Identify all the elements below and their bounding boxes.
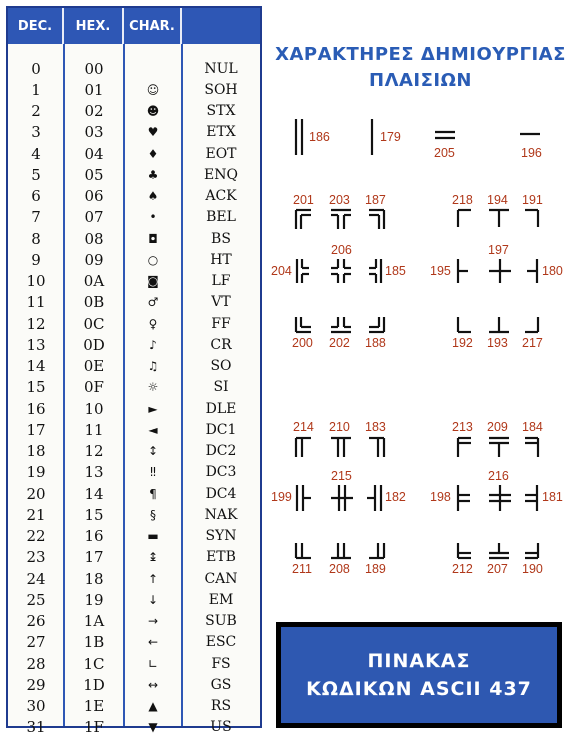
- code-190: 190: [522, 562, 543, 576]
- table-row: [8, 526, 260, 547]
- row-name: DLE: [205, 400, 237, 417]
- code-208: 208: [329, 562, 350, 576]
- row-name: CR: [210, 336, 232, 353]
- badge-panel: [281, 627, 557, 723]
- ascii-table: [6, 6, 262, 737]
- table-row: [8, 441, 260, 462]
- code-215: 215: [331, 469, 352, 483]
- row-hex: 1A: [83, 612, 105, 631]
- row-char: [124, 58, 182, 79]
- glyph-203: [330, 208, 352, 230]
- table-row: [8, 249, 260, 270]
- row-dec: 31: [26, 718, 46, 737]
- title-line-1: ΧΑΡΑΚΤΗΡΕΣ ΔΗΜΙΟΥΡΓΙΑΣ: [275, 44, 566, 65]
- row-dec: 11: [26, 293, 46, 312]
- badge-line-1: ΠΙΝΑΚΑΣ: [367, 650, 471, 672]
- row-hex: 0E: [83, 357, 105, 376]
- table-row: [8, 632, 260, 653]
- row-char: ∟: [147, 656, 159, 671]
- row-name: NAK: [204, 506, 238, 523]
- header-char: CHAR.: [124, 8, 182, 44]
- row-char: →: [147, 614, 159, 629]
- row-hex: 12: [84, 442, 104, 461]
- title-line-2: ΠΛΑΙΣΙΩΝ: [369, 70, 472, 91]
- table-row: [8, 143, 260, 164]
- row-name: ENQ: [204, 166, 238, 183]
- row-char: ☻: [146, 104, 160, 119]
- code-202: 202: [329, 336, 350, 350]
- glyph-191: [524, 208, 540, 228]
- row-hex: 0D: [83, 335, 105, 354]
- row-dec: 25: [26, 590, 46, 609]
- table-row: [8, 58, 260, 79]
- row-dec: 18: [26, 442, 46, 461]
- row-char: ‼: [150, 465, 156, 480]
- row-dec: 6: [31, 187, 41, 206]
- row-hex: 18: [84, 569, 104, 588]
- row-char: ◘: [148, 231, 158, 246]
- table-row: [8, 653, 260, 674]
- glyph-199: [294, 484, 312, 512]
- row-name: FS: [211, 655, 231, 672]
- code-209: 209: [487, 420, 508, 434]
- glyph-201: [294, 208, 312, 230]
- row-hex: 06: [84, 187, 104, 206]
- row-dec: 2: [31, 102, 41, 121]
- row-hex: 07: [84, 208, 104, 227]
- row-char: ♦: [147, 146, 159, 161]
- code-211: 211: [292, 562, 312, 576]
- code-182: 182: [385, 490, 406, 504]
- table-body: [8, 58, 260, 738]
- row-dec: 21: [26, 505, 46, 524]
- code-185: 185: [385, 264, 406, 278]
- row-char: ↕: [147, 444, 159, 459]
- row-hex: 08: [84, 229, 104, 248]
- row-hex: 1F: [84, 718, 104, 737]
- code-186: 186: [309, 130, 330, 144]
- glyph-218: [456, 208, 472, 228]
- row-hex: 13: [84, 463, 104, 482]
- glyph-202: [330, 316, 352, 334]
- row-char: ♪: [149, 337, 157, 352]
- table-row: [8, 228, 260, 249]
- code-200: 200: [292, 336, 313, 350]
- row-dec: 29: [26, 675, 46, 694]
- row-hex: 0A: [83, 272, 105, 291]
- double-vertical-glyph: [292, 118, 306, 156]
- row-dec: 19: [26, 463, 46, 482]
- row-name: BS: [211, 230, 231, 247]
- glyph-190: [524, 542, 540, 560]
- row-dec: 30: [26, 697, 46, 716]
- code-213: 213: [452, 420, 473, 434]
- row-hex: 11: [84, 420, 104, 439]
- row-hex: 01: [84, 80, 104, 99]
- row-dec: 17: [26, 420, 46, 439]
- table-row: [8, 79, 260, 100]
- row-name: ESC: [205, 634, 237, 651]
- row-hex: 15: [84, 505, 104, 524]
- code-198: 198: [430, 490, 451, 504]
- row-hex: 1E: [83, 697, 105, 716]
- row-name: CAN: [204, 570, 238, 587]
- code-194: 194: [487, 193, 508, 207]
- row-char: ▬: [147, 529, 159, 544]
- row-char: ↨: [147, 550, 159, 565]
- row-char: ♀: [148, 316, 158, 331]
- row-hex: 19: [84, 590, 104, 609]
- code-188: 188: [365, 336, 386, 350]
- row-name: GS: [210, 676, 232, 693]
- table-row: [8, 547, 260, 568]
- table-row: [8, 164, 260, 185]
- row-hex: 05: [84, 165, 104, 184]
- row-dec: 1: [31, 80, 41, 99]
- row-char: ☺: [146, 82, 160, 97]
- double-horizontal-glyph: [434, 128, 456, 142]
- table-row: [8, 101, 260, 122]
- table-row: [8, 568, 260, 589]
- table-row: [8, 674, 260, 695]
- table-row: [8, 186, 260, 207]
- glyph-200: [294, 316, 312, 334]
- row-dec: 24: [26, 569, 46, 588]
- table-header: [8, 8, 260, 44]
- row-name: ETX: [206, 124, 236, 141]
- row-hex: 1C: [83, 654, 105, 673]
- code-212: 212: [452, 562, 473, 576]
- glyph-185: [368, 258, 384, 284]
- code-180: 180: [542, 264, 563, 278]
- row-char: ☼: [147, 380, 159, 395]
- table-row: [8, 292, 260, 313]
- row-dec: 9: [31, 250, 41, 269]
- row-name: DC1: [205, 421, 237, 438]
- code-192: 192: [452, 336, 473, 350]
- table-row: [8, 334, 260, 355]
- glyph-183: [368, 436, 386, 458]
- row-char: ♫: [147, 359, 159, 374]
- row-name: RS: [210, 698, 232, 715]
- code-210: 210: [329, 420, 350, 434]
- row-char: •: [149, 210, 157, 225]
- glyph-181: [524, 484, 540, 512]
- code-204: 204: [271, 264, 292, 278]
- table-row: [8, 483, 260, 504]
- row-dec: 27: [26, 633, 46, 652]
- row-char: ↓: [147, 592, 159, 607]
- glyph-180: [526, 258, 540, 284]
- glyph-184: [524, 436, 540, 458]
- row-dec: 26: [26, 612, 46, 631]
- row-char: ←: [147, 635, 159, 650]
- row-hex: 00: [84, 59, 104, 78]
- row-name: STX: [206, 103, 236, 120]
- glyph-206: [330, 258, 352, 284]
- row-hex: 1B: [83, 633, 105, 652]
- row-name: EOT: [205, 145, 237, 162]
- table-row: [8, 589, 260, 610]
- row-dec: 12: [26, 314, 46, 333]
- row-dec: 20: [26, 484, 46, 503]
- table-row: [8, 611, 260, 632]
- table-row: [8, 419, 260, 440]
- glyph-182: [366, 484, 384, 512]
- row-char: ♂: [147, 295, 159, 310]
- row-char: ♠: [147, 189, 159, 204]
- glyph-192: [456, 316, 472, 334]
- header-name: [182, 8, 260, 44]
- row-char: ▲: [148, 699, 158, 714]
- ascii-title-badge: [276, 622, 562, 728]
- code-196: 196: [521, 146, 542, 160]
- code-214: 214: [293, 420, 314, 434]
- row-hex: 09: [84, 250, 104, 269]
- row-char: ◙: [147, 274, 159, 289]
- glyph-214: [294, 436, 312, 458]
- row-hex: 02: [84, 102, 104, 121]
- row-char: ♥: [147, 125, 159, 140]
- box-chars-title: [268, 42, 573, 94]
- row-char: ▼: [148, 720, 158, 735]
- row-char: ¶: [149, 486, 157, 501]
- code-216: 216: [488, 469, 509, 483]
- code-189: 189: [365, 562, 386, 576]
- table-row: [8, 122, 260, 143]
- row-name: DC3: [205, 464, 237, 481]
- row-char: §: [150, 507, 156, 522]
- row-dec: 22: [26, 527, 46, 546]
- table-row: [8, 356, 260, 377]
- row-dec: 3: [31, 123, 41, 142]
- code-183: 183: [365, 420, 386, 434]
- row-name: SI: [213, 379, 229, 396]
- badge-line-2: ΚΩΔΙΚΩΝ ASCII 437: [306, 678, 532, 700]
- glyph-208: [330, 542, 352, 560]
- code-206: 206: [331, 243, 352, 257]
- glyph-204: [294, 258, 310, 284]
- glyph-189: [368, 542, 386, 560]
- row-hex: 0C: [83, 314, 105, 333]
- glyph-212: [456, 542, 472, 560]
- code-217: 217: [522, 336, 543, 350]
- code-218: 218: [452, 193, 473, 207]
- code-181: 181: [542, 490, 563, 504]
- row-dec: 28: [26, 654, 46, 673]
- glyph-193: [488, 316, 510, 334]
- row-name: BEL: [206, 209, 236, 226]
- glyph-188: [368, 316, 386, 334]
- row-char: ►: [148, 401, 158, 416]
- row-name: LF: [211, 273, 231, 290]
- glyph-194: [488, 208, 510, 228]
- row-dec: 8: [31, 229, 41, 248]
- row-hex: 0B: [83, 293, 105, 312]
- row-dec: 5: [31, 165, 41, 184]
- glyph-213: [456, 436, 472, 458]
- code-207: 207: [487, 562, 508, 576]
- code-195: 195: [430, 264, 451, 278]
- code-197: 197: [488, 243, 509, 257]
- table-row: [8, 271, 260, 292]
- row-hex: 17: [84, 548, 104, 567]
- row-dec: 15: [26, 378, 46, 397]
- row-char: ◄: [148, 422, 158, 437]
- row-name: SO: [210, 358, 232, 375]
- code-193: 193: [487, 336, 508, 350]
- row-dec: 14: [26, 357, 46, 376]
- row-char: ↑: [147, 571, 159, 586]
- glyph-210: [330, 436, 352, 458]
- row-dec: 10: [26, 272, 46, 291]
- row-name: ACK: [205, 188, 237, 205]
- glyph-211: [294, 542, 312, 560]
- row-dec: 13: [26, 335, 46, 354]
- header-dec: DEC.: [8, 8, 64, 44]
- row-name: SUB: [205, 613, 237, 630]
- table-row: [8, 313, 260, 334]
- row-hex: 04: [84, 144, 104, 163]
- code-184: 184: [522, 420, 543, 434]
- table-row: [8, 696, 260, 717]
- glyph-209: [488, 436, 510, 458]
- code-179: 179: [380, 130, 401, 144]
- table-row: [8, 398, 260, 419]
- code-203: 203: [329, 193, 350, 207]
- table-row: [8, 462, 260, 483]
- code-205: 205: [434, 146, 455, 160]
- table-row: [8, 207, 260, 228]
- row-name: HT: [210, 251, 232, 268]
- table-row: [8, 377, 260, 398]
- row-hex: 10: [84, 399, 104, 418]
- glyph-216: [488, 484, 512, 512]
- code-201: 201: [293, 193, 314, 207]
- row-name: VT: [211, 294, 231, 311]
- row-hex: 14: [84, 484, 104, 503]
- row-name: SOH: [204, 81, 238, 98]
- glyph-198: [455, 484, 471, 512]
- row-hex: 0F: [84, 378, 104, 397]
- row-dec: 23: [26, 548, 46, 567]
- table-row: [8, 504, 260, 525]
- row-char: ♣: [147, 167, 159, 182]
- row-dec: 7: [31, 208, 41, 227]
- row-name: DC4: [205, 485, 237, 502]
- row-hex: 03: [84, 123, 104, 142]
- code-187: 187: [365, 193, 386, 207]
- row-name: EM: [208, 591, 234, 608]
- row-name: NUL: [204, 60, 238, 77]
- row-dec: 4: [31, 144, 41, 163]
- glyph-217: [524, 316, 540, 334]
- row-dec: 16: [26, 399, 46, 418]
- row-char: ↔: [147, 677, 159, 692]
- row-name: FF: [211, 315, 231, 332]
- row-name: DC2: [205, 443, 237, 460]
- single-horizontal-glyph: [519, 130, 541, 138]
- code-199: 199: [271, 490, 292, 504]
- row-name: ETB: [206, 549, 236, 566]
- glyph-197: [488, 258, 512, 284]
- code-191: 191: [522, 193, 543, 207]
- row-name: SYN: [205, 528, 237, 545]
- row-name: US: [210, 719, 232, 736]
- row-hex: 16: [84, 527, 104, 546]
- table-row: [8, 717, 260, 738]
- single-vertical-glyph: [368, 118, 376, 156]
- row-char: ○: [147, 252, 159, 267]
- header-hex: HEX.: [64, 8, 124, 44]
- glyph-207: [488, 542, 510, 560]
- row-hex: 1D: [83, 675, 105, 694]
- glyph-195: [455, 258, 469, 284]
- glyph-187: [368, 208, 386, 230]
- glyph-215: [330, 484, 354, 512]
- row-dec: 0: [31, 59, 41, 78]
